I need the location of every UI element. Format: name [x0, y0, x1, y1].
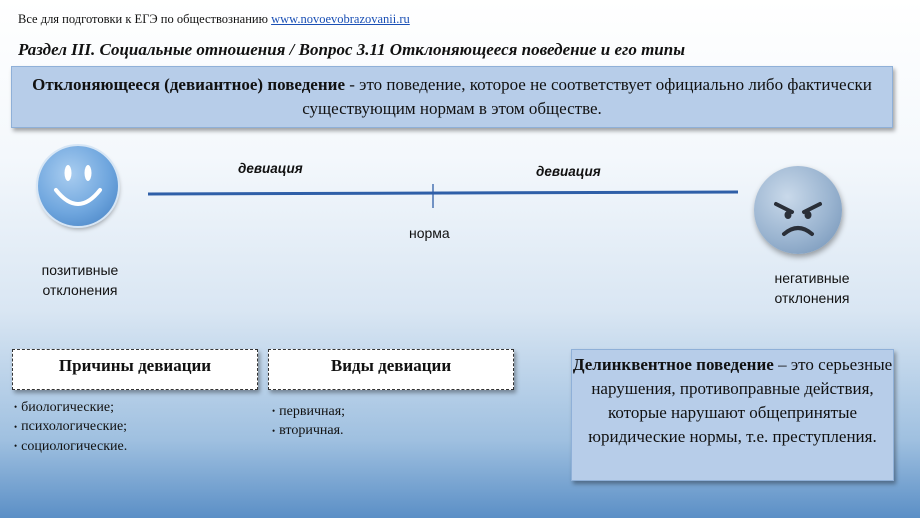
positive-line-2: отклонения: [42, 282, 118, 298]
section-title: Раздел III. Социальные отношения / Вопрос 3.11 Отклоняющееся поведение и его типы: [18, 40, 686, 59]
norm-label: норма: [409, 225, 450, 241]
types-title: Виды девиации: [330, 356, 452, 375]
list-item: • психологические;: [14, 417, 254, 436]
positive-deviations-label: [30, 260, 130, 300]
delinquent-behavior-box: [571, 349, 894, 481]
positive-line-1: позитивные: [41, 262, 119, 278]
list-item: • социологические.: [14, 437, 254, 456]
header-prefix: Все для подготовки к ЕГЭ по обществознанию: [18, 12, 272, 26]
definition-box: [11, 66, 893, 128]
causes-title: Причины девиации: [58, 356, 212, 375]
causes-title-box: [12, 349, 258, 390]
delinquent-text: – это серьезные нарушения, противоправные действия, которые нарушают общепринятые юридические нормы, т.е. преступления.: [588, 355, 893, 446]
definition-term: Отклоняющееся (девиантное) поведение: [32, 75, 345, 94]
types-title-box: [268, 349, 514, 390]
types-list: [272, 402, 512, 441]
deviation-label-left: девиация: [238, 161, 303, 176]
negative-line-2: отклонения: [774, 290, 850, 306]
deviation-scale: [140, 178, 750, 212]
scale-line: [148, 192, 738, 194]
list-item: • первичная;: [272, 402, 512, 421]
list-item: • вторичная.: [272, 421, 512, 440]
smiley-face-icon: [38, 146, 118, 226]
site-link[interactable]: www.novoevobrazovanii.ru: [271, 12, 410, 26]
angry-face-icon: [754, 166, 842, 254]
delinquent-term: Делинквентное поведение: [572, 355, 774, 374]
negative-line-1: негативные: [774, 270, 850, 286]
header-line: [18, 12, 410, 27]
list-item: • биологические;: [14, 398, 254, 417]
causes-list: [14, 398, 254, 456]
negative-deviations-label: [762, 268, 862, 308]
definition-text: - это поведение, которое не соответствует официально либо фактически существующим нормам в этом обществе.: [302, 75, 872, 118]
deviation-label-right: девиация: [536, 164, 601, 179]
